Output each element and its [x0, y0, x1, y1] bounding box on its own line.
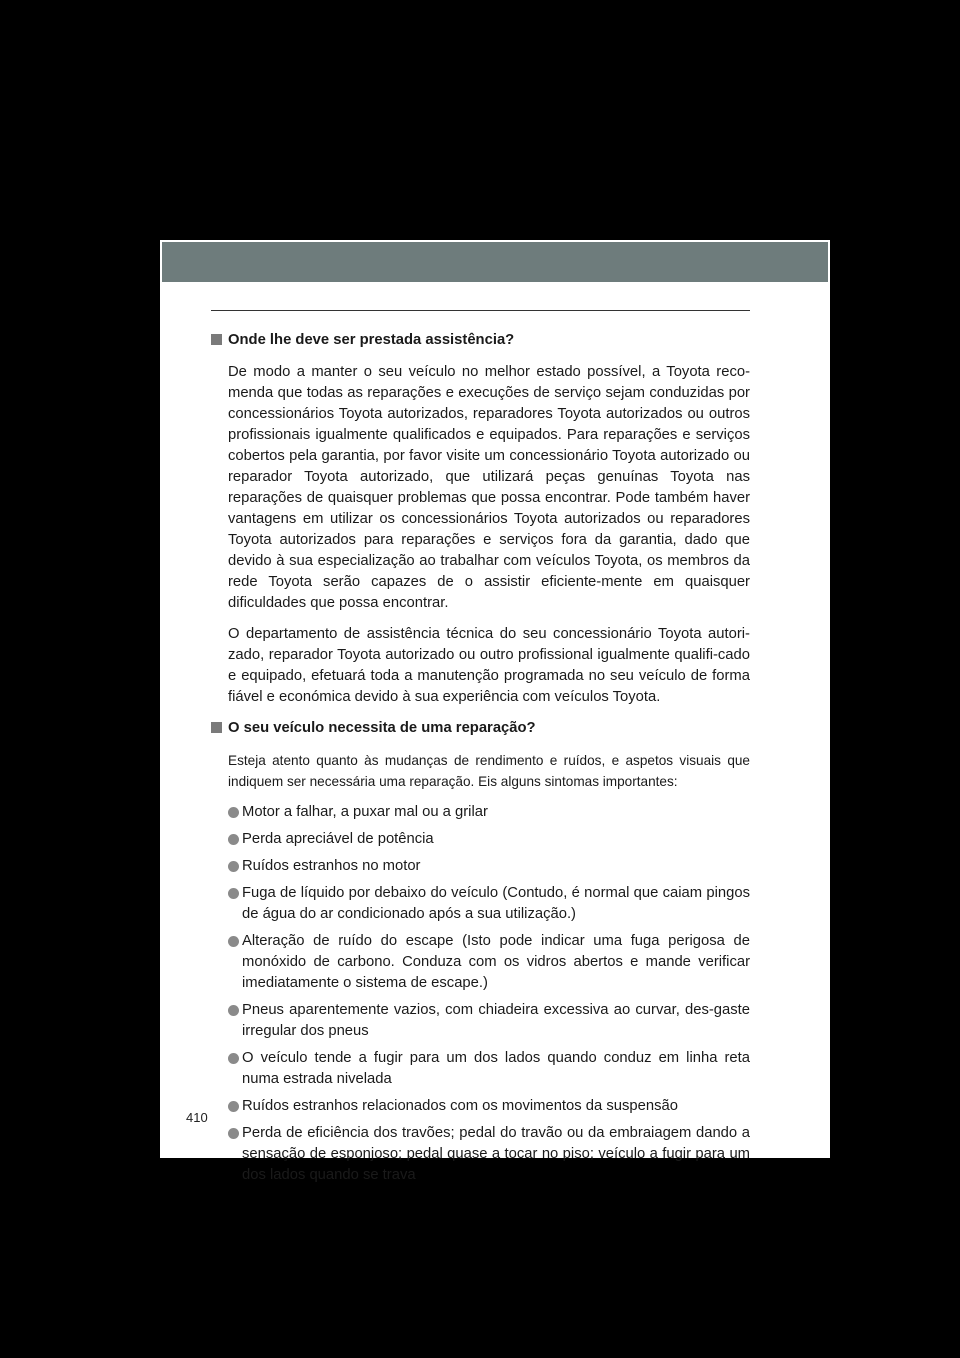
circle-bullet-icon — [228, 1053, 239, 1064]
circle-bullet-icon — [228, 1005, 239, 1016]
list-item: Perda de eficiência dos travões; pedal do travão ou da embraiagem dando a sensação de esponjoso; pedal quase a tocar no piso; veículo a fugir para um dos lados quando se trava — [228, 1123, 750, 1186]
list-item: Fuga de líquido por debaixo do veículo (Contudo, é normal que caiam pingos de água do ar condicionado após a sua utilização.) — [228, 883, 750, 925]
circle-bullet-icon — [228, 1101, 239, 1112]
list-item: Perda apreciável de potência — [228, 829, 750, 850]
circle-bullet-icon — [228, 1128, 239, 1139]
heading-text: O seu veículo necessita de uma reparação? — [228, 720, 536, 736]
heading-text: Onde lhe deve ser prestada assistência? — [228, 332, 515, 348]
paragraph: De modo a manter o seu veículo no melhor estado possível, a Toyota reco-menda que todas as reparações e execuções de serviço sejam conduzidas por concessionários Toyota autorizados, reparadores Toyota autorizados ou outros profissionais igualmente qualificados e equipados. Para reparações e serviços cobertos pela garantia, por favor visite um concessionário Toyota autorizado ou reparador Toyota autorizado, que utilizará peças genuínas Toyota nas reparações de quaisquer problemas que possa encontrar. Pode também haver vantagens em utilizar os concessionários Toyota autorizados ou reparadores Toyota autorizados para reparações e serviços fora da garantia, dado que devido à sua especialização ao trabalhar com veículos Toyota, os membros da rede Toyota serão capazes de o assistir eficiente-mente em quaisquer dificuldades que possa encontrar. — [228, 364, 750, 611]
manual-page — [160, 240, 830, 1183]
list-item: Pneus aparentemente vazios, com chiadeira excessiva ao curvar, des-gaste irregular dos pneus — [228, 1000, 750, 1042]
circle-bullet-icon — [228, 936, 239, 947]
list-item: Motor a falhar, a puxar mal ou a grilar — [228, 802, 750, 823]
section-rule — [211, 310, 750, 311]
page-number: 410 — [186, 1110, 208, 1125]
section-heading-repair — [211, 718, 750, 739]
circle-bullet-icon — [228, 834, 239, 845]
header-bar — [162, 242, 828, 282]
section-heading-assistance — [211, 330, 750, 351]
square-bullet-icon — [211, 722, 222, 733]
circle-bullet-icon — [228, 861, 239, 872]
list-item: Ruídos estranhos no motor — [228, 856, 750, 877]
intro-paragraph: Esteja atento quanto às mudanças de rendimento e ruídos, e aspetos visuais que indiquem ser necessária uma reparação. Eis alguns sintomas importantes: — [228, 753, 750, 789]
symptom-list — [228, 802, 750, 1186]
square-bullet-icon — [211, 334, 222, 345]
circle-bullet-icon — [228, 807, 239, 818]
page-content — [211, 330, 750, 1192]
paragraph: O departamento de assistência técnica do seu concessionário Toyota autori-zado, reparador Toyota autorizado ou outro profissional igualmente qualifi-cado e equipado, efetuará toda a manutenção programada no seu veículo de forma fiável e económica devido à sua experiência com veículos Toyota. — [228, 626, 750, 705]
circle-bullet-icon — [228, 888, 239, 899]
list-item: Alteração de ruído do escape (Isto pode indicar uma fuga perigosa de monóxido de carbono. Conduza com os vidros abertos e mande verificar imediatamente o sistema de escape.) — [228, 931, 750, 994]
list-item: Ruídos estranhos relacionados com os movimentos da suspensão — [228, 1096, 750, 1117]
list-item: O veículo tende a fugir para um dos lados quando conduz em linha reta numa estrada nivelada — [228, 1048, 750, 1090]
